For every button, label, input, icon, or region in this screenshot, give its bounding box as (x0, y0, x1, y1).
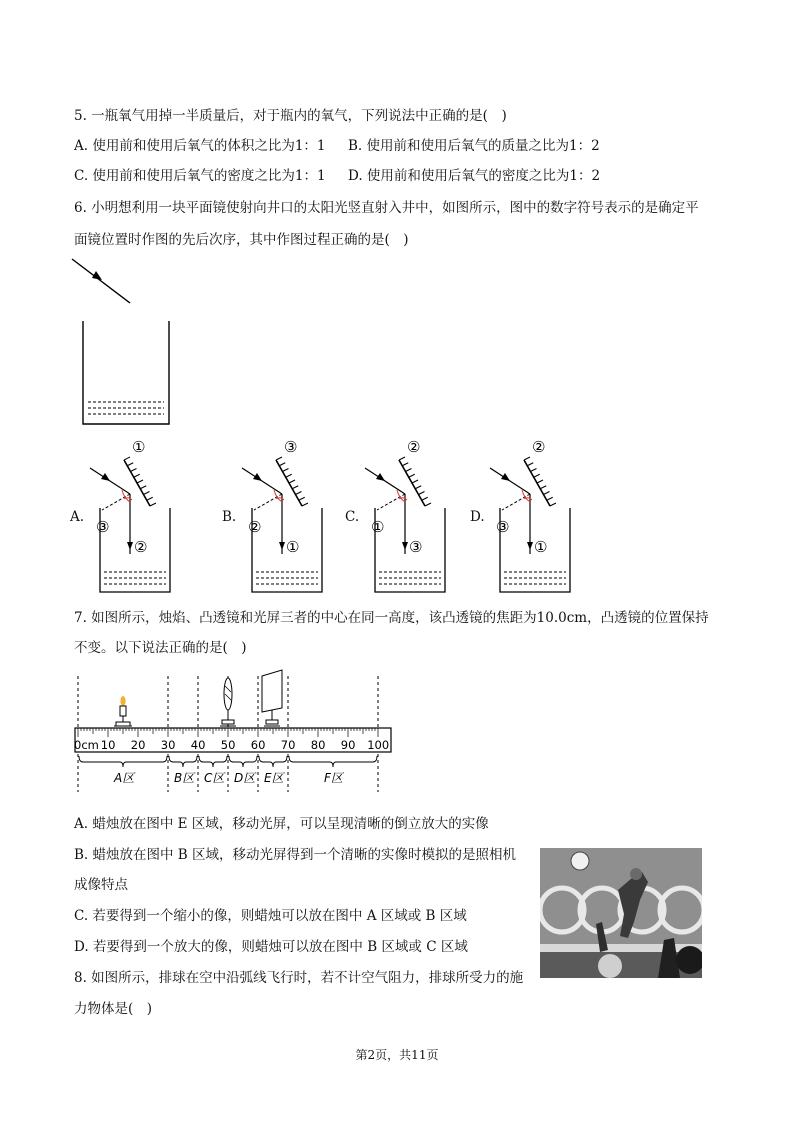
ruler-label: 80 (310, 738, 326, 752)
mirror-hatch (296, 492, 302, 495)
q6-stem-line1: 6. 小明想利用一块平面镜使射向井口的太阳光竖直射入井中，如图所示，图中的数字符号表示的是确定平 (74, 200, 699, 216)
mirror-hatch (140, 486, 146, 489)
mirror-hatch (283, 469, 289, 472)
optical-bench-figure (70, 668, 400, 798)
mirror-hatch (402, 463, 408, 466)
mirror-hatch (302, 503, 308, 506)
ruler-label: 100 (367, 738, 390, 752)
angle-arc (399, 498, 407, 500)
step-label-top: ② (532, 438, 546, 456)
region-brace (169, 756, 197, 767)
step-label-left: ① (371, 518, 385, 536)
q5-option-b: B. 使用前和使用后氧气的质量之比为1：2 (348, 138, 600, 154)
region-brace (199, 756, 227, 767)
q8-stem-line1: 8. 如图所示，排球在空中沿弧线飞行时，若不计空气阻力，排球所受力的施 (74, 970, 524, 986)
q7-stem-line1: 7. 如图所示，烛焰、凸透镜和光屏三者的中心在同一高度，该凸透镜的焦距为10.0cm，凸透镜的位置保持 (74, 610, 709, 626)
q6-option-letter: B. (222, 509, 237, 525)
page-footer: 第2页，共11页 (355, 1048, 439, 1062)
mirror-hatch (134, 474, 140, 477)
mirror-hatch (412, 480, 418, 483)
q7-stem-line2: 不变。以下说法正确的是( ) (74, 640, 247, 656)
mirror-hatch (415, 486, 421, 489)
ray-arrow-icon (402, 542, 408, 550)
ray-arrow-icon (279, 542, 285, 550)
q6-option-figure (363, 436, 473, 596)
ruler-label: 40 (190, 738, 206, 752)
ray-arrow-icon (501, 473, 510, 481)
q7-option-b-line2: 成像特点 (74, 877, 128, 893)
mirror-hatch (524, 457, 530, 460)
mirror-hatch (279, 463, 285, 466)
q5-option-d: D. 使用前和使用后氧气的密度之比为1：2 (348, 168, 601, 184)
ruler-label: 30 (160, 738, 176, 752)
volleyball-icon (571, 852, 589, 870)
ray-arrow-icon (92, 271, 102, 280)
normal-line (254, 494, 282, 510)
step-label-bottom: ② (134, 538, 148, 556)
angle-arc (524, 498, 532, 500)
step-label-left: ② (248, 518, 262, 536)
mirror-hatch (127, 463, 133, 466)
step-label-bottom: ① (286, 538, 300, 556)
q6-option-letter: D. (470, 509, 485, 525)
step-label-bottom: ③ (409, 538, 423, 556)
ruler-label: 70 (280, 738, 296, 752)
ray-arrow-icon (101, 473, 110, 481)
step-label-left: ③ (496, 518, 510, 536)
ruler-label: 0cm (74, 738, 99, 752)
q5-stem: 5. 一瓶氧气用掉一半质量后，对于瓶内的氧气，下列说法中正确的是( ) (74, 108, 507, 124)
angle-arc (124, 498, 132, 500)
mirror-hatch (299, 497, 305, 500)
mirror-hatch (137, 480, 143, 483)
region-label: C区 (204, 771, 225, 785)
volleyball-photo (540, 848, 702, 978)
mirror-hatch (550, 503, 556, 506)
region-label: B区 (174, 771, 195, 785)
q6-option-figure (240, 436, 350, 596)
region-label: E区 (264, 771, 284, 785)
ruler-label: 20 (130, 738, 146, 752)
mirror-hatch (531, 469, 537, 472)
mirror-hatch (540, 486, 546, 489)
mirror-hatch (147, 497, 153, 500)
well-figure (70, 255, 180, 430)
q7-option-b-line1: B. 蜡烛放在图中 B 区域，移动光屏得到一个清晰的实像时模拟的是照相机 (74, 847, 517, 863)
mirror-hatch (399, 457, 405, 460)
mirror-hatch (131, 469, 137, 472)
q8-stem-line2: 力物体是( ) (74, 1001, 153, 1017)
mirror-hatch (406, 469, 412, 472)
angle-arc (276, 498, 284, 500)
region-brace (259, 756, 287, 767)
candle-icon (114, 696, 132, 726)
region-label: D区 (234, 771, 256, 785)
mirror-hatch (534, 474, 540, 477)
step-label-bottom: ① (534, 538, 548, 556)
q7-option-a: A. 蜡烛放在图中 E 区域，移动光屏，可以呈现清晰的倒立放大的实像 (74, 816, 489, 832)
q6-option-figure (88, 436, 198, 596)
mirror-hatch (409, 474, 415, 477)
q5-option-a: A. 使用前和使用后氧气的体积之比为1：1 (74, 138, 326, 154)
normal-line (377, 494, 405, 510)
ruler-label: 10 (100, 738, 116, 752)
mirror-hatch (419, 492, 425, 495)
mirror-hatch (425, 503, 431, 506)
ruler-label: 60 (250, 738, 266, 752)
q6-option-letter: C. (345, 509, 360, 525)
step-label-left: ③ (96, 518, 110, 536)
mirror-hatch (544, 492, 550, 495)
mirror-hatch (422, 497, 428, 500)
step-label-top: ② (407, 438, 421, 456)
step-label-top: ③ (284, 438, 298, 456)
ray-arrow-icon (253, 473, 262, 481)
convex-lens-icon (220, 678, 236, 726)
ray-arrow-icon (376, 473, 385, 481)
normal-line (102, 494, 130, 510)
mirror-hatch (286, 474, 292, 477)
ruler-label: 90 (340, 738, 356, 752)
region-label: F区 (324, 771, 343, 785)
ray-arrow-icon (527, 542, 533, 550)
mirror-hatch (144, 492, 150, 495)
ruler-label: 50 (220, 738, 236, 752)
step-label-top: ① (132, 438, 146, 456)
mirror-hatch (150, 503, 156, 506)
mirror-hatch (289, 480, 295, 483)
q7-option-d: D. 若要得到一个放大的像，则蜡烛可以放在图中 B 区域或 C 区域 (74, 939, 468, 955)
ray-arrow-icon (127, 542, 133, 550)
mirror-hatch (547, 497, 553, 500)
region-label: A区 (114, 771, 135, 785)
q6-option-letter: A. (70, 509, 85, 525)
q7-option-c: C. 若要得到一个缩小的像，则蜡烛可以放在图中 A 区域或 B 区域 (74, 908, 467, 924)
mirror-hatch (276, 457, 282, 460)
q6-option-figure (488, 436, 598, 596)
region-brace (229, 756, 257, 767)
mirror-hatch (527, 463, 533, 466)
region-brace (79, 756, 167, 767)
q6-stem-line2: 面镜位置时作图的先后次序，其中作图过程正确的是( ) (74, 232, 409, 248)
normal-line (502, 494, 530, 510)
mirror-hatch (124, 457, 130, 460)
region-brace (289, 756, 377, 767)
mirror-hatch (292, 486, 298, 489)
mirror-hatch (537, 480, 543, 483)
q5-option-c: C. 使用前和使用后氧气的密度之比为1：1 (74, 168, 326, 184)
light-screen-icon (262, 670, 282, 726)
